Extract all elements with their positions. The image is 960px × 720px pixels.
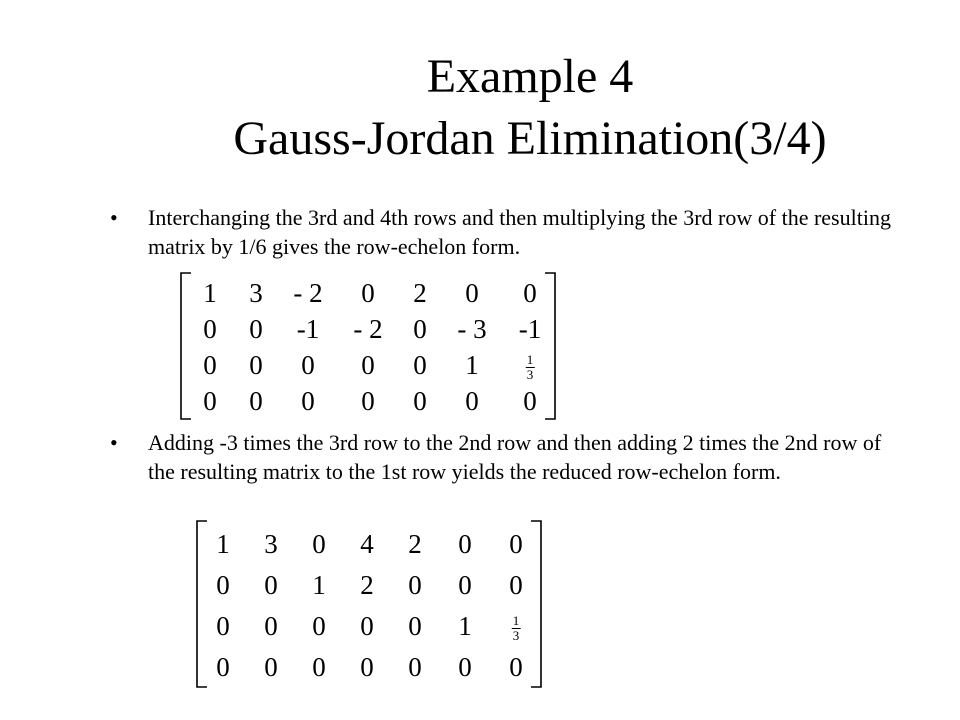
matrix-entry: 0 bbox=[458, 529, 472, 559]
matrix-entry: 1 bbox=[458, 611, 472, 641]
matrix-entry: 0 bbox=[509, 570, 523, 600]
matrix-entry: 0 bbox=[361, 278, 375, 308]
matrix-entry bbox=[512, 606, 521, 646]
matrix-entry: - 3 bbox=[457, 314, 487, 344]
bullet-text-2: Adding -3 times the 3rd row to the 2nd row and then adding 2 times the 2nd row of the resulting matrix to the 1st row yields the reduced row-echelon form. bbox=[148, 430, 882, 484]
matrix-entry: 0 bbox=[360, 611, 374, 641]
matrix-entry: 2 bbox=[360, 570, 374, 600]
matrix-entry: 1 bbox=[312, 570, 326, 600]
matrix-entry: 0 bbox=[249, 314, 263, 344]
matrix-entry: - 2 bbox=[293, 278, 323, 308]
row-echelon-matrix bbox=[180, 272, 556, 420]
matrix-entry: 0 bbox=[312, 529, 326, 559]
title-line-1: Example 4 bbox=[426, 50, 634, 103]
right-bracket bbox=[531, 521, 541, 687]
matrix-entry: 0 bbox=[523, 278, 537, 308]
matrix-entry: 2 bbox=[408, 529, 422, 559]
matrix-entry: 0 bbox=[216, 611, 230, 641]
matrix-entry: 0 bbox=[408, 570, 422, 600]
bullet-item-1 bbox=[110, 203, 900, 261]
matrix-entry: 0 bbox=[301, 386, 315, 416]
matrix-entry: 1 bbox=[203, 278, 217, 308]
fraction-denominator: 3 bbox=[526, 367, 534, 383]
matrix-entry: 0 bbox=[408, 611, 422, 641]
matrix-entry bbox=[526, 345, 535, 385]
matrix-entry: 0 bbox=[264, 570, 278, 600]
matrix-entry: 3 bbox=[264, 529, 278, 559]
matrix-entry: 0 bbox=[216, 652, 230, 682]
bullet-text-1: Interchanging the 3rd and 4th rows and then multiplying the 3rd row of the resulting matrix by 1/6 gives the row-echelon form. bbox=[148, 205, 891, 259]
matrix-entry: 0 bbox=[458, 652, 472, 682]
matrix-entry: 0 bbox=[203, 314, 217, 344]
fraction-numerator: 1 bbox=[526, 352, 534, 368]
matrix-entry: 0 bbox=[312, 652, 326, 682]
matrix-entry: 0 bbox=[203, 386, 217, 416]
matrix-entry: 1 bbox=[216, 529, 230, 559]
matrix-entry: 0 bbox=[523, 386, 537, 416]
fraction-numerator: 1 bbox=[512, 613, 520, 629]
matrix-entry: 0 bbox=[465, 386, 479, 416]
title-line-2: Gauss-Jordan Elimination(3/4) bbox=[233, 112, 827, 165]
right-bracket bbox=[545, 273, 555, 419]
matrix-entry: 0 bbox=[509, 652, 523, 682]
matrix-entry: 2 bbox=[413, 278, 427, 308]
reduced-row-echelon-matrix bbox=[196, 520, 542, 688]
matrix-entry: 0 bbox=[203, 350, 217, 380]
matrix-entry: -1 bbox=[296, 314, 320, 344]
matrix-entry: 0 bbox=[413, 350, 427, 380]
fraction-denominator: 3 bbox=[512, 628, 520, 644]
matrix-entry: 0 bbox=[509, 529, 523, 559]
matrix-entry: 0 bbox=[301, 350, 315, 380]
matrix-entry: 0 bbox=[413, 386, 427, 416]
fraction bbox=[512, 614, 521, 643]
bullet-dot: • bbox=[110, 430, 118, 455]
bullet-dot: • bbox=[110, 205, 118, 230]
matrix-entry: 0 bbox=[361, 386, 375, 416]
left-bracket bbox=[197, 521, 207, 687]
slide-title bbox=[0, 46, 960, 170]
matrix-entry: 0 bbox=[360, 652, 374, 682]
matrix-entry: 0 bbox=[264, 611, 278, 641]
matrix-entry: 0 bbox=[264, 652, 278, 682]
matrix-entry: - 2 bbox=[353, 314, 383, 344]
matrix-entry: 0 bbox=[216, 570, 230, 600]
matrix-entry: 0 bbox=[249, 350, 263, 380]
matrix-entry: 0 bbox=[408, 652, 422, 682]
matrix-entry: 0 bbox=[465, 278, 479, 308]
left-bracket bbox=[181, 273, 191, 419]
matrix-entry: 4 bbox=[360, 529, 374, 559]
matrix-entry: 0 bbox=[312, 611, 326, 641]
fraction bbox=[526, 353, 535, 382]
matrix-entry: 0 bbox=[458, 570, 472, 600]
matrix-entry: -1 bbox=[518, 314, 542, 344]
bullet-item-2 bbox=[110, 428, 900, 486]
matrix-entry: 0 bbox=[249, 386, 263, 416]
matrix-entry: 0 bbox=[361, 350, 375, 380]
matrix-entry: 1 bbox=[465, 350, 479, 380]
matrix-entry: 0 bbox=[413, 314, 427, 344]
matrix-entry: 3 bbox=[249, 278, 263, 308]
